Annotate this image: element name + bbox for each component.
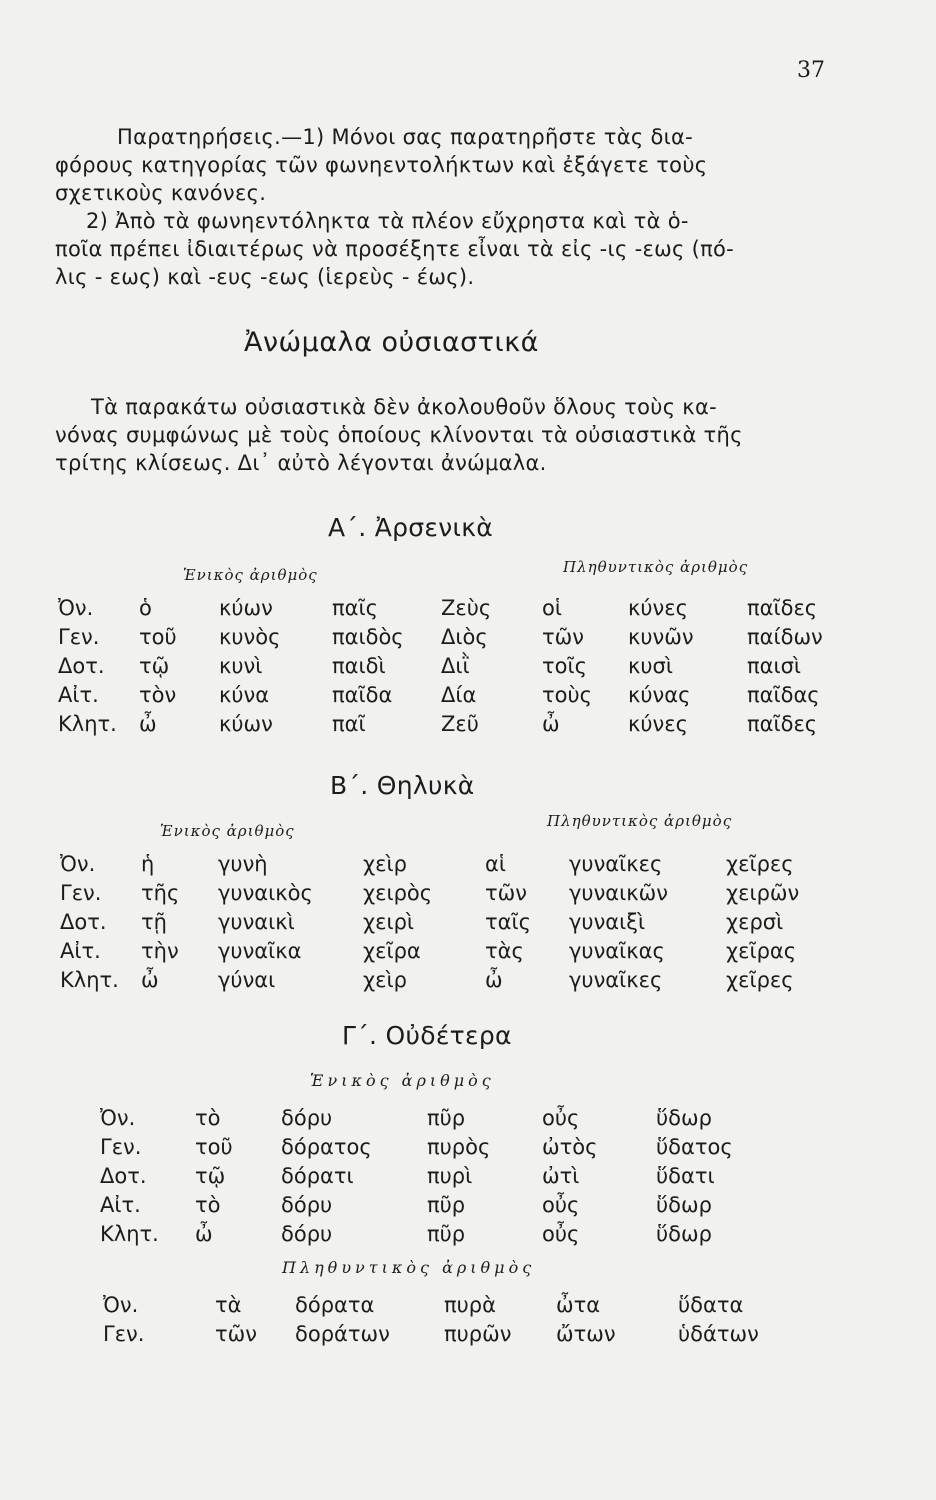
feminine-rows <box>60 850 850 995</box>
case-label: Δοτ. <box>58 654 105 678</box>
word-form: τῷ <box>139 654 170 678</box>
remarks-paragraph <box>55 123 845 291</box>
remarks-line: Παρατηρήσεις.—1) Μόνοι σας παρατηρῆστε τὰς δια- <box>117 125 694 149</box>
declension-row <box>58 594 857 623</box>
masculine-title: Α΄. Ἀρσενικὰ <box>328 513 494 542</box>
word-form: τῷ <box>195 1164 226 1188</box>
case-label: Ὀν. <box>100 1106 136 1130</box>
feminine-title: Β΄. Θηλυκὰ <box>330 771 475 800</box>
word-form: αἱ <box>485 852 506 876</box>
word-form: γυναικῶν <box>569 881 668 905</box>
word-form: πυρὸς <box>427 1135 491 1159</box>
word-form: Διὸς <box>441 625 488 649</box>
word-form: δόρυ <box>281 1222 333 1246</box>
word-form: οὖς <box>542 1106 580 1130</box>
feminine-table <box>60 850 850 995</box>
feminine-singular-label: Ἑνικὸς ἀριθμὸς <box>160 822 295 840</box>
word-form: χεὶρ <box>363 852 407 876</box>
word-form: κύνες <box>628 712 688 736</box>
word-form: Ζεὺς <box>441 596 492 620</box>
word-form: κυνὸς <box>219 625 281 649</box>
word-form: ὑδάτων <box>678 1322 759 1346</box>
word-form: τοῦ <box>195 1135 233 1159</box>
intro-line: Τὰ παρακάτω οὐσιαστικὰ δὲν ἀκολουθοῦν ὅλους τοὺς κα- <box>91 395 718 419</box>
word-form: ὦ <box>485 968 503 992</box>
remarks-line: σχετικοὺς κανόνες. <box>55 181 267 205</box>
masculine-plural-label: Πληθυντικὸς ἀριθμὸς <box>563 558 749 576</box>
word-form: γύναι <box>218 968 276 992</box>
word-form: κυνῶν <box>628 625 694 649</box>
word-form: γυναικὶ <box>218 910 295 934</box>
word-form: ὦτα <box>556 1293 601 1317</box>
word-form: πῦρ <box>427 1222 466 1246</box>
declension-row <box>60 937 850 966</box>
word-form: χεῖρες <box>726 968 794 992</box>
word-form: τῶν <box>215 1322 257 1346</box>
declension-row <box>60 850 850 879</box>
word-form: παῖδα <box>332 683 393 707</box>
declension-row <box>100 1162 786 1191</box>
word-form: δοράτων <box>295 1322 390 1346</box>
word-form: ὕδατος <box>656 1135 733 1159</box>
case-label: Κλητ. <box>58 712 117 736</box>
case-label: Κλητ. <box>100 1222 159 1246</box>
word-form: γυναιξὶ <box>569 910 646 934</box>
word-form: τῶν <box>485 881 527 905</box>
case-label: Δοτ. <box>60 910 107 934</box>
word-form: Δία <box>441 683 477 707</box>
declension-row <box>58 710 857 739</box>
declension-row <box>58 652 857 681</box>
neuter-singular-table <box>100 1104 786 1249</box>
word-form: χεὶρ <box>363 968 407 992</box>
word-form: δόρυ <box>281 1106 333 1130</box>
word-form: τὸ <box>195 1193 221 1217</box>
word-form: δόρυ <box>281 1193 333 1217</box>
feminine-plural-label: Πληθυντικὸς ἀριθμὸς <box>547 812 733 830</box>
masculine-rows <box>58 594 857 739</box>
word-form: δόρατα <box>295 1293 375 1317</box>
masculine-singular-label: Ἑνικὸς ἀριθμὸς <box>183 566 318 584</box>
word-form: τὴν <box>141 939 179 963</box>
word-form: γυναικὸς <box>218 881 313 905</box>
declension-row <box>58 681 857 710</box>
word-form: τὸν <box>139 683 177 707</box>
declension-row <box>60 908 850 937</box>
word-form: τῆς <box>141 881 180 905</box>
word-form: τοὺς <box>542 683 592 707</box>
word-form: παῖς <box>332 596 378 620</box>
word-form: παιδὶ <box>332 654 386 678</box>
word-form: πυρὶ <box>427 1164 473 1188</box>
word-form: ὕδωρ <box>656 1106 712 1130</box>
word-form: τῇ <box>141 910 167 934</box>
declension-row <box>60 966 850 995</box>
intro-line: τρίτης κλίσεως. Δι᾽ αὐτὸ λέγονται ἀνώμαλα. <box>55 451 547 475</box>
case-label: Γεν. <box>60 881 102 905</box>
word-form: ὕδατι <box>656 1164 715 1188</box>
word-form: ὦ <box>542 712 560 736</box>
word-form: ὦ <box>139 712 157 736</box>
declension-row <box>100 1191 786 1220</box>
word-form: κύων <box>219 712 273 736</box>
word-form: παῖδας <box>747 683 820 707</box>
word-form: Ζεῦ <box>441 712 479 736</box>
word-form: ὕδωρ <box>656 1222 712 1246</box>
word-form: Διῒ <box>441 654 470 678</box>
declension-row <box>100 1104 786 1133</box>
word-form: ὠτὸς <box>542 1135 598 1159</box>
intro-paragraph <box>55 393 845 477</box>
word-form: χειρῶν <box>726 881 800 905</box>
word-form: ὦ <box>195 1222 213 1246</box>
case-label: Γεν. <box>58 625 100 649</box>
declension-row <box>103 1291 818 1320</box>
case-label: Κλητ. <box>60 968 119 992</box>
declension-row <box>103 1320 818 1349</box>
neuter-plural-label: Πληθυντικὸς ἀριθμὸς <box>282 1258 536 1277</box>
word-form: κύνας <box>628 683 691 707</box>
word-form: ὕδατα <box>678 1293 744 1317</box>
word-form: πῦρ <box>427 1106 466 1130</box>
word-form: παῖ <box>332 712 366 736</box>
case-label: Ὀν. <box>103 1293 139 1317</box>
case-label: Δοτ. <box>100 1164 147 1188</box>
word-form: κύνα <box>219 683 270 707</box>
masculine-table <box>58 594 857 739</box>
declension-row <box>100 1220 786 1249</box>
word-form: πυρῶν <box>444 1322 512 1346</box>
word-form: τὰς <box>485 939 524 963</box>
word-form: χεῖρες <box>726 852 794 876</box>
remarks-line: φόρους κατηγορίας τῶν φωνηεντολήκτων καὶ ἐξάγετε τοὺς <box>55 153 708 177</box>
word-form: χεῖρας <box>726 939 797 963</box>
word-form: χερσὶ <box>726 910 784 934</box>
neuter-title: Γ΄. Οὐδέτερα <box>342 1021 512 1050</box>
word-form: δόρατος <box>281 1135 372 1159</box>
word-form: οἱ <box>542 596 562 620</box>
word-form: τὸ <box>195 1106 221 1130</box>
word-form: γυνὴ <box>218 852 268 876</box>
neuter-plural-table <box>103 1291 818 1349</box>
word-form: γυναῖκας <box>569 939 665 963</box>
section-heading: Ἀνώμαλα οὐσιαστικά <box>244 327 539 358</box>
neuter-singular-label: Ἑνικὸς ἀριθμὸς <box>310 1071 495 1090</box>
word-form: δόρατι <box>281 1164 354 1188</box>
case-label: Ὀν. <box>60 852 96 876</box>
word-form: παῖδες <box>747 596 818 620</box>
remarks-line: ποῖα πρέπει ἰδιαιτέρως νὰ προσέξητε εἶναι τὰ εἰς -ις -εως (πό- <box>55 237 735 261</box>
word-form: ὕδωρ <box>656 1193 712 1217</box>
word-form: χειρὸς <box>363 881 433 905</box>
intro-line: νόνας συμφώνως μὲ τοὺς ὁποίους κλίνονται τὰ οὐσιαστικὰ τῆς <box>55 423 743 447</box>
word-form: παῖδες <box>747 712 818 736</box>
word-form: παιδὸς <box>332 625 404 649</box>
neuter-plural-rows <box>103 1291 818 1349</box>
word-form: κύων <box>219 596 273 620</box>
declension-row <box>58 623 857 652</box>
word-form: παισὶ <box>747 654 802 678</box>
word-form: ὁ <box>139 596 152 620</box>
neuter-singular-rows <box>100 1104 786 1249</box>
word-form: ὠτὶ <box>542 1164 580 1188</box>
word-form: κύνες <box>628 596 688 620</box>
word-form: κυσὶ <box>628 654 673 678</box>
word-form: ὤτων <box>556 1322 616 1346</box>
case-label: Αἰτ. <box>60 939 101 963</box>
word-form: χειρὶ <box>363 910 415 934</box>
declension-row <box>100 1133 786 1162</box>
word-form: παίδων <box>747 625 823 649</box>
word-form: τὰ <box>215 1293 242 1317</box>
case-label: Αἰτ. <box>58 683 99 707</box>
word-form: γυναῖκα <box>218 939 302 963</box>
word-form: γυναῖκες <box>569 968 663 992</box>
remarks-line: λις - εως) καὶ -ευς -εως (ἱερεὺς - έως). <box>55 265 475 289</box>
word-form: κυνὶ <box>219 654 263 678</box>
word-form: ἡ <box>141 852 155 876</box>
word-form: τοῖς <box>542 654 587 678</box>
word-form: πυρὰ <box>444 1293 496 1317</box>
declension-row <box>60 879 850 908</box>
remarks-line: 2) Ἀπὸ τὰ φωνηεντόληκτα τὰ πλέον εὔχρηστα καὶ τὰ ὁ- <box>86 209 689 233</box>
word-form: γυναῖκες <box>569 852 663 876</box>
word-form: οὖς <box>542 1222 580 1246</box>
case-label: Ὀν. <box>58 596 94 620</box>
word-form: πῦρ <box>427 1193 466 1217</box>
word-form: οὖς <box>542 1193 580 1217</box>
page-number: 37 <box>797 58 825 83</box>
case-label: Αἰτ. <box>100 1193 141 1217</box>
case-label: Γεν. <box>103 1322 145 1346</box>
word-form: ταῖς <box>485 910 531 934</box>
word-form: τοῦ <box>139 625 177 649</box>
case-label: Γεν. <box>100 1135 142 1159</box>
word-form: χεῖρα <box>363 939 421 963</box>
word-form: τῶν <box>542 625 584 649</box>
word-form: ὦ <box>141 968 159 992</box>
